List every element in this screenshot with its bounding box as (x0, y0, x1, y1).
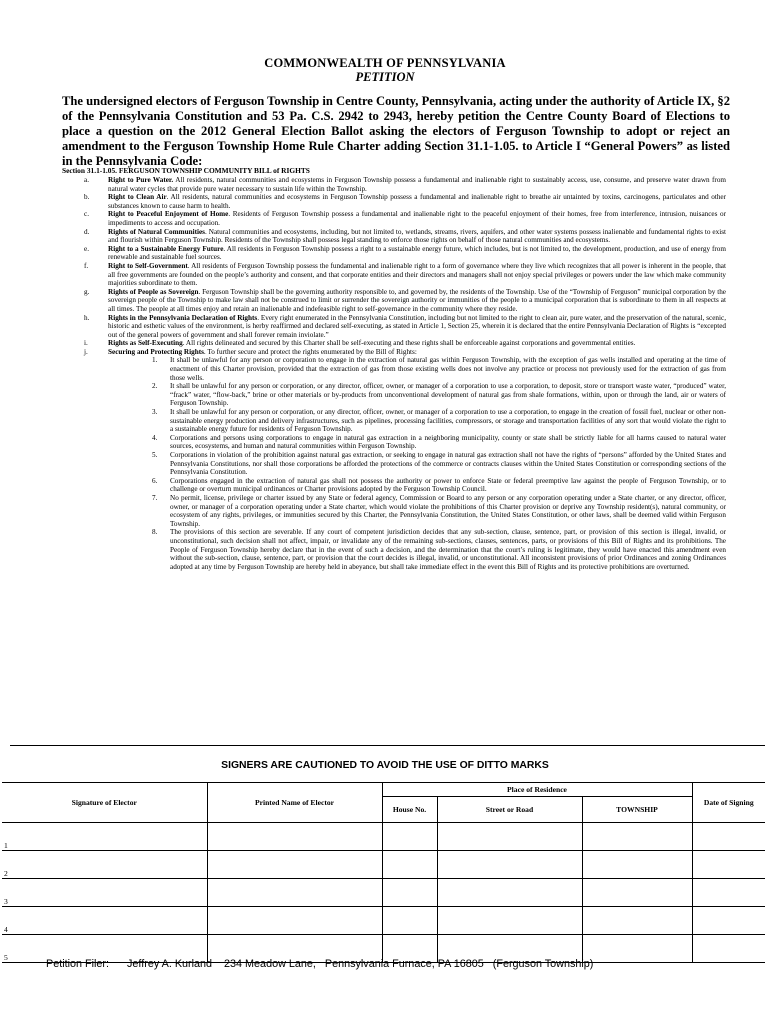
table-row (2, 907, 765, 935)
signature-cell[interactable] (2, 823, 207, 851)
item-text: . All rights delineated and secured by this Charter shall be self-executing and these rights shall be enforceable against corporations and governmental entities. (182, 339, 636, 348)
header-signature: Signature of Elector (2, 783, 207, 823)
item-title: Right to Self-Government (108, 261, 188, 270)
township-cell[interactable] (582, 935, 692, 963)
item-text: . Natural communities and ecosystems, including, but not limited to, wetlands, streams, rivers, aquifers, and other water systems possess inalienable and fundamental rights to exist and flourish within Ferguson Township. Residents of the Township shall possess legal standing to enforce those rights on behalf of those natural communities and ecosystems. (108, 227, 726, 245)
sub-item-number: 2. (152, 382, 158, 391)
date-cell[interactable] (692, 907, 765, 935)
list-item (62, 176, 726, 193)
header-printed-name: Printed Name of Elector (207, 783, 382, 823)
list-item (62, 314, 726, 340)
list-item (62, 193, 726, 210)
item-title: Rights of People as Sovereign (108, 287, 199, 296)
printed-name-cell[interactable] (207, 907, 382, 935)
list-item (62, 245, 726, 262)
item-text: . Every right enumerated in the Pennsylvania Constitution, including but not limited to the right to clean air, pure water, and the preservation of the natural, scenic, historic and esthetic values of the environment, is herby reaffirmed and declared self-executing, as stated in Article 1, Section 25, wherein it is declared that the entire Pennsylvania Declaration of Rights is “excepted out of the general powers of government and shall forever remain inviolate.” (108, 313, 726, 339)
sub-item-number: 3. (152, 408, 158, 417)
intro-paragraph: The undersigned electors of Ferguson Township in Centre County, Pennsylvania, acting under the authority of Article IX, §2 of the Pennsylvania Constitution and 53 Pa. C.S. 2942 to 2943, hereby petition the Centre County Board of Elections to place a question on the 2012 General Election Ballot asking the electors of Ferguson Township to adopt or reject an amendment to the Ferguson Township Home Rule Charter adding Section 31.1-1.05. to Article I “General Powers” as listed in the Pennsylvania Code: (62, 94, 730, 168)
item-text: . All residents in Ferguson Township possess a right to a sustainable energy future, which includes, but is not limited to, the development, production, and use of energy from renewable and sustainable fuel sources. (108, 244, 726, 262)
row-number: 5 (4, 953, 8, 962)
sub-item-number: 5. (152, 451, 158, 459)
house-no-cell[interactable] (382, 823, 437, 851)
list-item (62, 228, 726, 245)
item-letter: g. (84, 287, 90, 296)
township-cell[interactable] (582, 823, 692, 851)
item-letter: e. (84, 244, 89, 253)
table-row (2, 879, 765, 907)
item-text: . Residents of Ferguson Township possess a fundamental and inalienable right to the peaceful enjoyment of their homes, free from interference, intrusion, nuisances or impediments to access and occupation. (108, 210, 726, 227)
house-no-cell[interactable] (382, 879, 437, 907)
item-letter: i. (84, 339, 88, 348)
item-letter: b. (84, 193, 90, 202)
street-cell[interactable] (437, 823, 582, 851)
table-row (2, 823, 765, 851)
header-date-of-signing: Date of Signing (692, 783, 765, 823)
date-cell[interactable] (692, 879, 765, 907)
sub-item (62, 434, 726, 451)
item-text: . Ferguson Township shall be the governing authority responsible to, and governed by, the residents of the Township. Use of the “Township of Ferguson” municipal corporation by the sovereign people of the Township to make law shall not be construed to limit or surrender the sovereign authority or immunities of the people to a municipal corporation that is subordinate to them in all respects at all times. The people at all times enjoy and retain an inalienable and indefeasible right to self-governance in the community where they reside. (108, 287, 726, 313)
date-cell[interactable] (692, 823, 765, 851)
sub-item (62, 382, 726, 408)
page-subtitle: PETITION (355, 70, 415, 84)
header-place-of-residence: Place of Residence (382, 783, 692, 797)
township-cell[interactable] (582, 879, 692, 907)
filer-city: Pennsylvania Furnace, PA 16805 (324, 958, 484, 970)
section-heading: Section 31.1-1.05. FERGUSON TOWNSHIP COMMUNITY BILL of RIGHTS (62, 166, 310, 175)
item-letter: a. (84, 176, 89, 184)
row-number: 3 (4, 897, 8, 906)
item-letter: d. (84, 227, 90, 236)
house-no-cell[interactable] (382, 907, 437, 935)
list-item (62, 348, 726, 357)
filer-label: Petition Filer: (46, 958, 110, 970)
item-letter: c. (84, 210, 89, 219)
sub-item-text: No permit, license, privilege or charter issued by any State or federal agency, Commission or Board to any person or any corporation operating under a State charter, or any director, officer, owner, or manager of a corporation operating under a State charter, which would violate the prohibitions of this Charter provision or deprive any Township resident(s), natural community, or ecosystem of any rights, privileges, or immunities secured by this Charter, the Pennsylvania Constitution, the United States Constitution, or other laws, shall be deemed valid within Ferguson Township. (170, 493, 726, 528)
section-divider (10, 745, 765, 746)
signature-cell[interactable] (2, 879, 207, 907)
sub-item (62, 451, 726, 477)
sub-item-number: 6. (152, 476, 158, 485)
item-title: Rights in the Pennsylvania Declaration of Rights (108, 313, 258, 322)
filer-township: (Ferguson Township) (492, 958, 594, 970)
prohibitions-list (62, 356, 726, 571)
item-title: Right to a Sustainable Energy Future (108, 244, 224, 253)
sub-item-number: 7. (152, 493, 158, 502)
sub-item-text: Corporations and persons using corporations to engage in natural gas extraction in a neighboring municipality, county or state shall be strictly liable for all harms caused to natural water sources, ecosystems, and human and natural communities within Ferguson Township. (170, 433, 726, 451)
sub-item-number: 8. (152, 528, 158, 537)
date-cell[interactable] (692, 935, 765, 963)
signature-table (2, 782, 765, 963)
printed-name-cell[interactable] (207, 879, 382, 907)
item-text: All residents, natural communities and ecosystems in Ferguson Township possess a fundamental and inalienable right to sustainably access, use, consume, and preserve water drawn from natural water cycles that provide pure water necessary to sustain life within the Township. (108, 176, 727, 193)
filer-address: 234 Meadow Lane, (224, 958, 316, 970)
sub-item-number: 4. (152, 433, 158, 442)
row-number: 4 (4, 925, 8, 934)
sub-item-text: It shall be unlawful for any person or corporation to engage in the extraction of natural gas within Ferguson Township, with the exception of gas wells installed and operating at the time of enactment of this Charter provision, provided that the extraction of gas from those existing wells does not involve any practice or process not previously used for the extraction of gas from those wells. (170, 356, 726, 382)
item-letter: j. (84, 347, 88, 356)
sub-item-text: Corporations in violation of the prohibition against natural gas extraction, or seeking to engage in natural gas extraction shall not have the rights of “persons” afforded by the United States and Pennsylvania Constitutions, nor shall those corporations be afforded the protections of the commerce or contracts clauses within the United States Constitution or corresponding sections of the Pennsylvania Constitution. (170, 451, 726, 477)
printed-name-cell[interactable] (207, 851, 382, 879)
street-cell[interactable] (437, 879, 582, 907)
header-street: Street or Road (437, 797, 582, 823)
list-item (62, 288, 726, 314)
list-item (62, 262, 726, 288)
printed-name-cell[interactable] (207, 823, 382, 851)
header-house-no: House No. (382, 797, 437, 823)
sub-item-number: 1. (152, 356, 158, 365)
bill-of-rights-list (62, 176, 726, 571)
signature-cell[interactable] (2, 851, 207, 879)
item-title: Right to Pure Water. (108, 176, 174, 184)
sub-item-text: Corporations engaged in the extraction of natural gas shall not possess the authority or power to enforce State or federal preemptive law against the people of Ferguson Township, or to challenge or overturn municipal ordinances or Charter provisions adopted by the Ferguson Township Council. (170, 476, 726, 494)
header-township: TOWNSHIP (582, 797, 692, 823)
date-cell[interactable] (692, 851, 765, 879)
item-title: Rights of Natural Communities (108, 227, 205, 236)
table-row (2, 851, 765, 879)
township-cell[interactable] (582, 851, 692, 879)
row-number: 2 (4, 869, 8, 878)
petition-filer-line (46, 958, 593, 970)
item-text: . All residents, natural communities and ecosystems in Ferguson Township possess a fundamental and inalienable right to breathe air untainted by toxins, carcinogens, particulates and other substances known to cause harm to health. (108, 193, 727, 210)
street-cell[interactable] (437, 907, 582, 935)
item-letter: h. (84, 313, 90, 322)
item-title: Securing and Protecting Rights (108, 347, 204, 356)
sub-item-text: The provisions of this section are severable. If any court of competent jurisdiction decides that any sub-section, clause, sentence, part, or provision of this section is illegal, invalid, or unconstitutional, such decision shall not affect, impair, or invalidate any of the remaining sub-sections, clauses, sentences, parts, or provisions of this Bill of Rights and its prohibitions. The People of Ferguson Township hereby declare that in the event of such a decision, and the determination that the court’s ruling is legitimate, they would have enacted this amendment even without the sub-section, clause, sentence, part, or provision that the court decides is illegal, invalid, or unconstitutional. All inconsistent provisions of prior Ordinances and zoning Ordinances adopted at any time by Ferguson Township are hereby held in abeyance, but shall take immediate effect in the event this Bill of Rights and its protective prohibitions are overturned. (170, 528, 726, 571)
item-text: . To further secure and protect the rights enumerated by the Bill of Rights: (203, 347, 417, 356)
item-letter: f. (84, 261, 89, 270)
item-title: Rights as Self-Executing (108, 339, 183, 348)
page-title: COMMONWEALTH OF PENNSYLVANIA (264, 56, 506, 70)
row-number: 1 (4, 841, 8, 850)
sub-item-text: It shall be unlawful for any person or corporation, or any director, officer, owner, or manager of a corporation to use a corporation, to deposit, store or transport waste water, “produced” water, “frack” water, “flow-back,” brine or other materials or by-products from unconventional development of natural gas from shale formations, within, upon or through the land, air or waters of Ferguson Township. (170, 382, 726, 408)
sub-item (62, 477, 726, 494)
sub-item (62, 528, 726, 571)
township-cell[interactable] (582, 907, 692, 935)
item-title: Right to Peaceful Enjoyment of Home (108, 210, 229, 219)
signature-cell[interactable] (2, 907, 207, 935)
list-item (62, 339, 726, 348)
sub-item (62, 356, 726, 382)
filer-name: Jeffrey A. Kurland (127, 958, 213, 970)
sub-item-text: It shall be unlawful for any person or corporation, or any director, officer, owner, or manager of a corporation to use a corporation, to engage in the creation of fossil fuel, nuclear or other non-sustainable energy production and delivery infrastructures, such as pipelines, processing facilities, compressors, or storage and transportation facilities of any sort that would violate the right to a sustainable energy future for residents of Ferguson Township. (170, 408, 726, 434)
sub-item (62, 494, 726, 528)
house-no-cell[interactable] (382, 851, 437, 879)
item-text: . All residents of Ferguson Township possess the fundamental and inalienable right to a form of governance where they live which recognizes that all power is inherent in the people, that all free governments are founded on the people’s authority and consent, and that corporate entities and their directors and managers shall not enjoy special privileges or powers under the law which make community majorities subordinate to them. (108, 261, 726, 288)
list-item (62, 210, 726, 227)
item-title: Right to Clean Air (108, 193, 167, 202)
ditto-caution: SIGNERS ARE CAUTIONED TO AVOID THE USE OF DITTO MARKS (221, 760, 549, 771)
street-cell[interactable] (437, 851, 582, 879)
sub-item (62, 408, 726, 434)
